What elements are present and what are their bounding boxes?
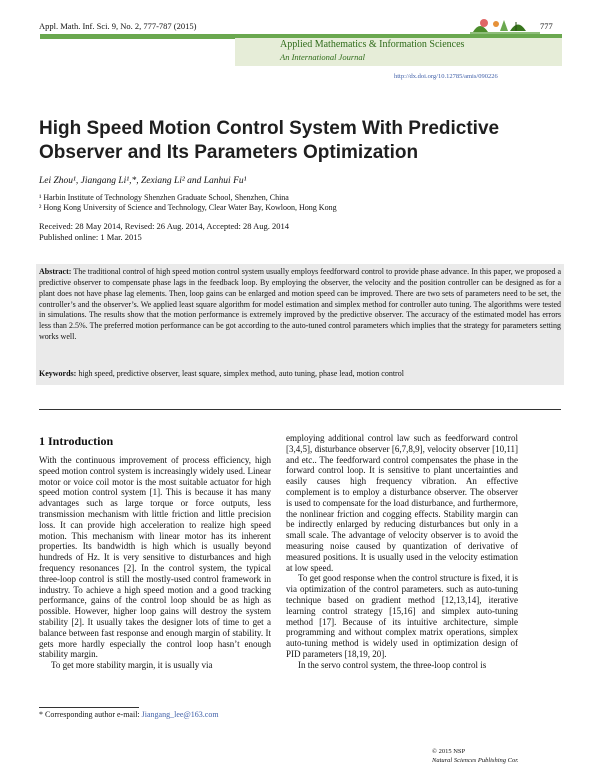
section-heading: 1 Introduction [39, 434, 114, 448]
abstract-text: The traditional control of high speed motion control system usually employs feedforward control to provide phase advance. In this paper, we proposed a predictive observer to compensate phase lags in the feedback loop. By employing the observer, the velocity and the position controller can be designed as for a plant does not have phase lag elements. Then, loop gains can be enlarged and motion speed can be improved. There are two sets of parameters need to be set, the controller’s and the observer’s. We applied least square algorithm for model estimation and simplex method for controller auto tuning. The algorithms were tested in simulations. The results show that the motion performance is extremely improved by the predictive observer. The accuracy of the estimated model has errors less than 2.5%. The preferred motion performance can be got according to the auto-tuned control parameters which implies that the strategy for parameters setting works well. [39, 267, 562, 342]
right-column [286, 433, 518, 671]
email-link[interactable]: Jiangang_lee@163.com [141, 710, 219, 719]
abstract [39, 267, 561, 343]
intro-paragraph-1: With the continuous improvement of process efficiency, high speed motion control system is increasingly widely used. Linear motor or voice coil motor is the most suitable actuator for high speed motion control system [1]. This is because it has many advantages such as large torque or force outputs, less transmission mechanism with little friction and little precision loss. It can provide high acceleration to realize high speed motion. This mechanism with linear motor has its inherent properties. Its bandwidth is high which is usually beyond hundreds of Hz. It is very sensitive to disturbances and high frequency resonances [2]. In the control system, the typical three-loop control is still the mostly-used control framework in industry. To achieve a high speed motion and a good tracking performance, gains of the control loop should be as high as possible. However, higher loop gains will destroy the system stability [2]. It usually takes the designer lots of time to get a balance between fast response and enough margin of stability. It gets more hardly especially the control loop hasn’t enough stability margin. [39, 455, 271, 660]
author-list: Lei Zhou¹, Jiangang Li¹,*, Zexiang Li² and Lanhui Fu¹ [39, 176, 247, 186]
affiliation-1: ¹ Harbin Institute of Technology Shenzhen Graduate School, Shenzhen, China [39, 193, 289, 202]
published-date: Published online: 1 Mar. 2015 [39, 232, 142, 242]
paper-title: High Speed Motion Control System With Predictive Observer and Its Parameters Optimization [39, 118, 500, 163]
intro-paragraph-5: In the servo control system, the three-loop control is [298, 659, 487, 670]
corresponding-author-footnote [39, 710, 219, 719]
keywords-label: Keywords: [39, 369, 77, 378]
journal-subtitle: An International Journal [280, 52, 365, 62]
page-number: 777 [540, 21, 553, 31]
section-divider [39, 409, 561, 410]
footnote-label: * Corresponding author e-mail: [39, 710, 140, 719]
keywords-text: high speed, predictive observer, least square, simplex method, auto tuning, phase lead, motion control [78, 369, 404, 378]
keywords [39, 369, 404, 378]
publisher-name: Natural Sciences Publishing Cor. [432, 757, 519, 764]
affiliation-2: ² Hong Kong University of Science and Technology, Clear Water Bay, Kowloon, Hong Kong [39, 203, 337, 212]
left-column [39, 455, 271, 671]
running-head: Appl. Math. Inf. Sci. 9, No. 2, 777-787 (2015) [39, 21, 197, 31]
doi-link[interactable]: http://dx.doi.org/10.12785/amis/090226 [394, 73, 498, 80]
journal-name: Applied Mathematics & Information Sciences [280, 39, 465, 50]
intro-paragraph-2: To get more stability margin, it is usually via [51, 660, 213, 671]
footnote-rule [39, 707, 139, 708]
copyright: © 2015 NSP [432, 748, 466, 755]
intro-paragraph-3: employing additional control law such as feedforward control [3,4,5], disturbance observer [6,7,8,9], velocity observer [10,11] and etc.. The feedforward control compensates the phase in the forward control loop. It is sensitive to plant uncertainties and easily causes high frequency vibration. An effective complement is to employ a disturbance observer. The observer is used to compensate for the load disturbance, and furthermore, the nonlinear friction and cogging effects. Stability margin can be indirectly enlarged by reducing disturbances but only in a small scale. The advantage of velocity observer is to avoid the measuring noise caused by quantization of derivative of measured positions. It is usually used in the velocity estimation at low speed. [286, 433, 518, 573]
intro-paragraph-4: To get good response when the control structure is fixed, it is via optimization of the control parameters. such as auto-tuning technique based on gradient method [12,13,14], iterative learning control strategy [15,16] and simplex auto-tuning method [17]. Because of its intuitive architecture, simple programming and without complex matrix operations, simplex auto-tuning method is widely used in optimization design of PID parameters [18,19, 20]. [286, 573, 518, 659]
received-dates: Received: 28 May 2014, Revised: 26 Aug. 2014, Accepted: 28 Aug. 2014 [39, 221, 290, 231]
abstract-label: Abstract: [39, 267, 72, 276]
